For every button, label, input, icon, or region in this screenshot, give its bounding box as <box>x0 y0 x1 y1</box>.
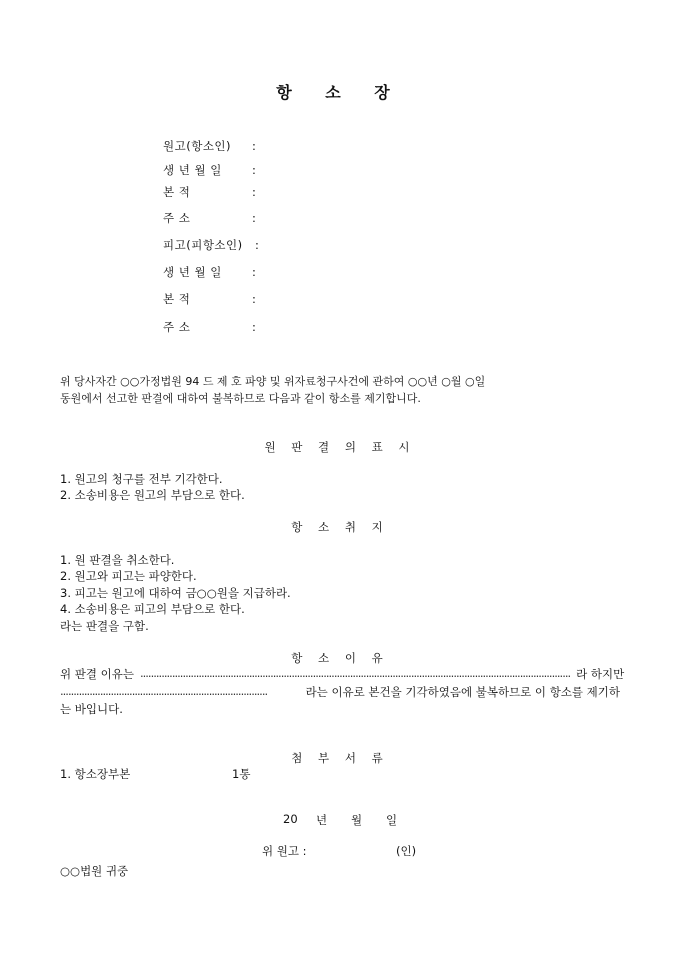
date-month-label: 월 <box>351 813 363 827</box>
defendant-birth-label: 생 년 월 일 <box>163 265 222 279</box>
plaintiff-address-label: 주 소 <box>163 211 191 225</box>
appeal-purpose-item-3: 3. 피고는 원고에 대하여 금○○원을 지급하라. <box>60 586 291 600</box>
defendant-address-colon: : <box>252 320 256 334</box>
intro-line-1: 위 당사자간 ○○가정법원 94 드 제 호 파양 및 위자료청구사건에 관하여 ○○년 ○월 ○일 <box>60 375 486 388</box>
original-judgment-item-2: 2. 소송비용은 원고의 부담으로 한다. <box>60 488 245 502</box>
appeal-purpose-closing: 라는 판결을 구함. <box>60 619 149 633</box>
date-day-label: 일 <box>386 813 398 827</box>
defendant-birth-colon: : <box>252 265 256 279</box>
defendant-address-label: 주 소 <box>163 320 191 334</box>
appeal-reason-line-1-start: 위 판결 이유는 <box>60 667 134 681</box>
appeal-reason-line-1-end: 라 하지만 <box>576 667 625 681</box>
plaintiff-birth-label: 생 년 월 일 <box>163 163 222 177</box>
plaintiff-domicile-colon: : <box>252 185 256 199</box>
defendant-domicile-colon: : <box>252 292 256 306</box>
intro-line-2: 동원에서 선고한 판결에 대하여 불복하므로 다음과 같이 항소를 제기합니다. <box>60 392 421 405</box>
date-year-label: 년 <box>316 813 328 827</box>
plaintiff-birth-colon: : <box>252 163 256 177</box>
appeal-reason-blank-2: .............................................................................. <box>60 684 268 698</box>
signature-label: 위 원고 : <box>262 844 307 858</box>
appeal-reason-line-1 <box>60 666 625 682</box>
plaintiff-address-colon: : <box>252 211 256 225</box>
defendant-label: 피고(피항소인) <box>163 238 243 252</box>
appeal-reason-line-3: 는 바입니다. <box>60 702 123 716</box>
original-judgment-heading: 원 판 결 의 표 시 <box>264 440 416 454</box>
appeal-purpose-item-2: 2. 원고와 피고는 파양한다. <box>60 569 197 583</box>
appeal-purpose-item-1: 1. 원 판결을 취소한다. <box>60 553 175 567</box>
document-title: 항 소 장 <box>276 83 404 102</box>
defendant-domicile-label: 본 적 <box>163 292 191 306</box>
plaintiff-label: 원고(항소인) <box>163 139 232 153</box>
signature-seal: (인) <box>396 844 417 858</box>
date-year: 20 <box>283 812 298 826</box>
defendant-colon: : <box>255 238 259 252</box>
court-addressee: ○○법원 귀중 <box>60 864 129 878</box>
attachment-item-name: 1. 항소장부본 <box>60 767 131 781</box>
appeal-purpose-heading: 항 소 취 지 <box>291 520 389 534</box>
appeal-reason-heading: 항 소 이 유 <box>291 651 389 665</box>
appeal-reason-blank-1: .................................................................................................................................................................. <box>139 666 571 680</box>
plaintiff-colon: : <box>252 139 256 153</box>
appeal-reason-line-2 <box>60 684 620 700</box>
plaintiff-domicile-label: 본 적 <box>163 185 191 199</box>
appeal-purpose-item-4: 4. 소송비용은 피고의 부담으로 한다. <box>60 602 245 616</box>
attachments-heading: 첨 부 서 류 <box>291 751 389 765</box>
appeal-reason-line-2-end: 라는 이유로 본건을 기각하였음에 불복하므로 이 항소를 제기하 <box>305 685 620 699</box>
original-judgment-item-1: 1. 원고의 청구를 전부 기각한다. <box>60 472 223 486</box>
attachment-item-count: 1통 <box>232 767 251 781</box>
